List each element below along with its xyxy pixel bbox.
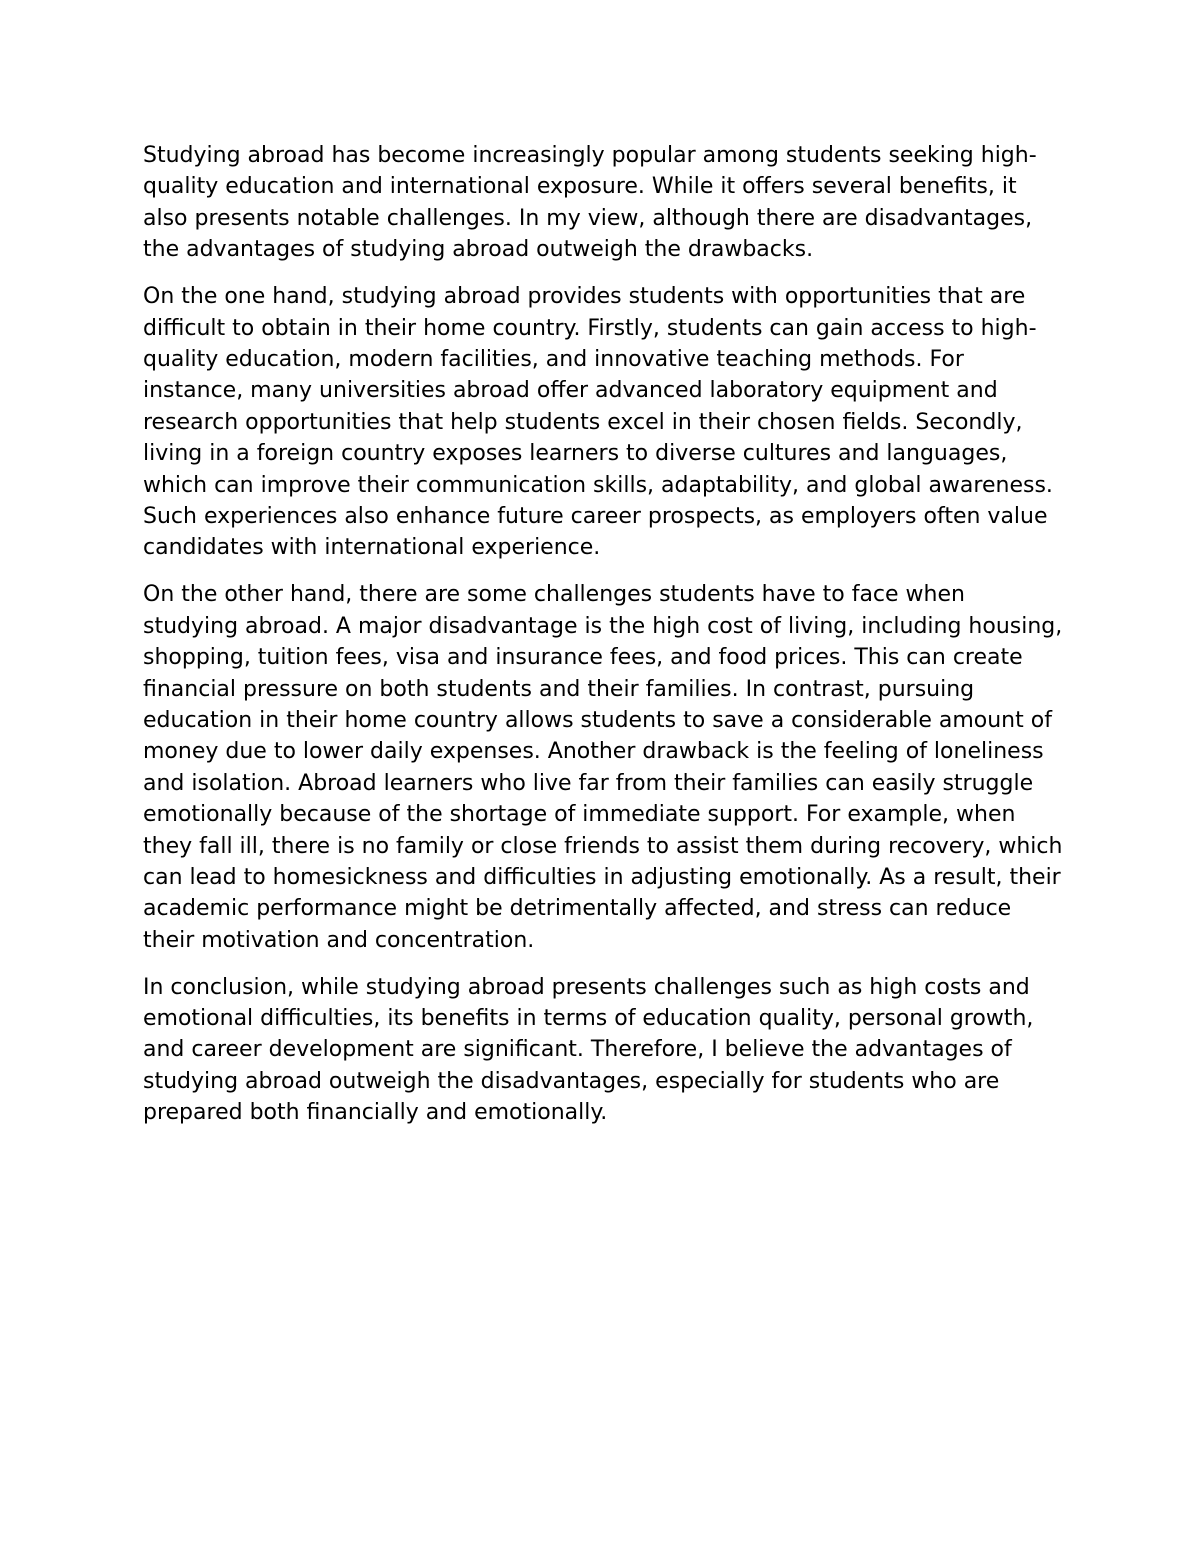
paragraph-disadvantages: On the other hand, there are some challenges students have to face when studying abroad. A major disadvantage is the high cost of living, including housing, shopping, tuition fees, visa and insurance fees, and food prices. This can create financial pressure on both students and their families. In contrast, pursuing education in their home country allows students to save a considerable amount of money due to lower daily expenses. Another drawback is the feeling of loneliness and isolation. Abroad learners who live far from their families can easily struggle emotionally because of the shortage of immediate support. For example, when they fall ill, there is no family or close friends to assist them during recovery, which can lead to homesickness and difficulties in adjusting emotionally. As a result, their academic performance might be detrimentally affected, and stress can reduce their motivation and concentration. — [143, 582, 1063, 953]
paragraph-conclusion: In conclusion, while studying abroad presents challenges such as high costs and emotional difficulties, its benefits in terms of education quality, personal growth, and career development are significant. Therefore, I believe the advantages of studying abroad outweigh the disadvantages, especially for students who are prepared both financially and emotionally. — [143, 974, 1034, 1126]
document-body — [143, 140, 1063, 1144]
paragraph-advantages: On the one hand, studying abroad provides students with opportunities that are difficult to obtain in their home country. Firstly, students can gain access to high-quality education, modern facilities, and innovative teaching methods. For instance, many universities abroad offer advanced laboratory equipment and research opportunities that help students excel in their chosen fields. Secondly, living in a foreign country exposes learners to diverse cultures and languages, which can improve their communication skills, adaptability, and global awareness. Such experiences also enhance future career prospects, as employers often value candidates with international experience. — [143, 284, 1053, 561]
paragraph-introduction: Studying abroad has become increasingly popular among students seeking high-quality education and international exposure. While it offers several benefits, it also presents notable challenges. In my view, although there are disadvantages, the advantages of studying abroad outweigh the drawbacks. — [143, 143, 1037, 263]
